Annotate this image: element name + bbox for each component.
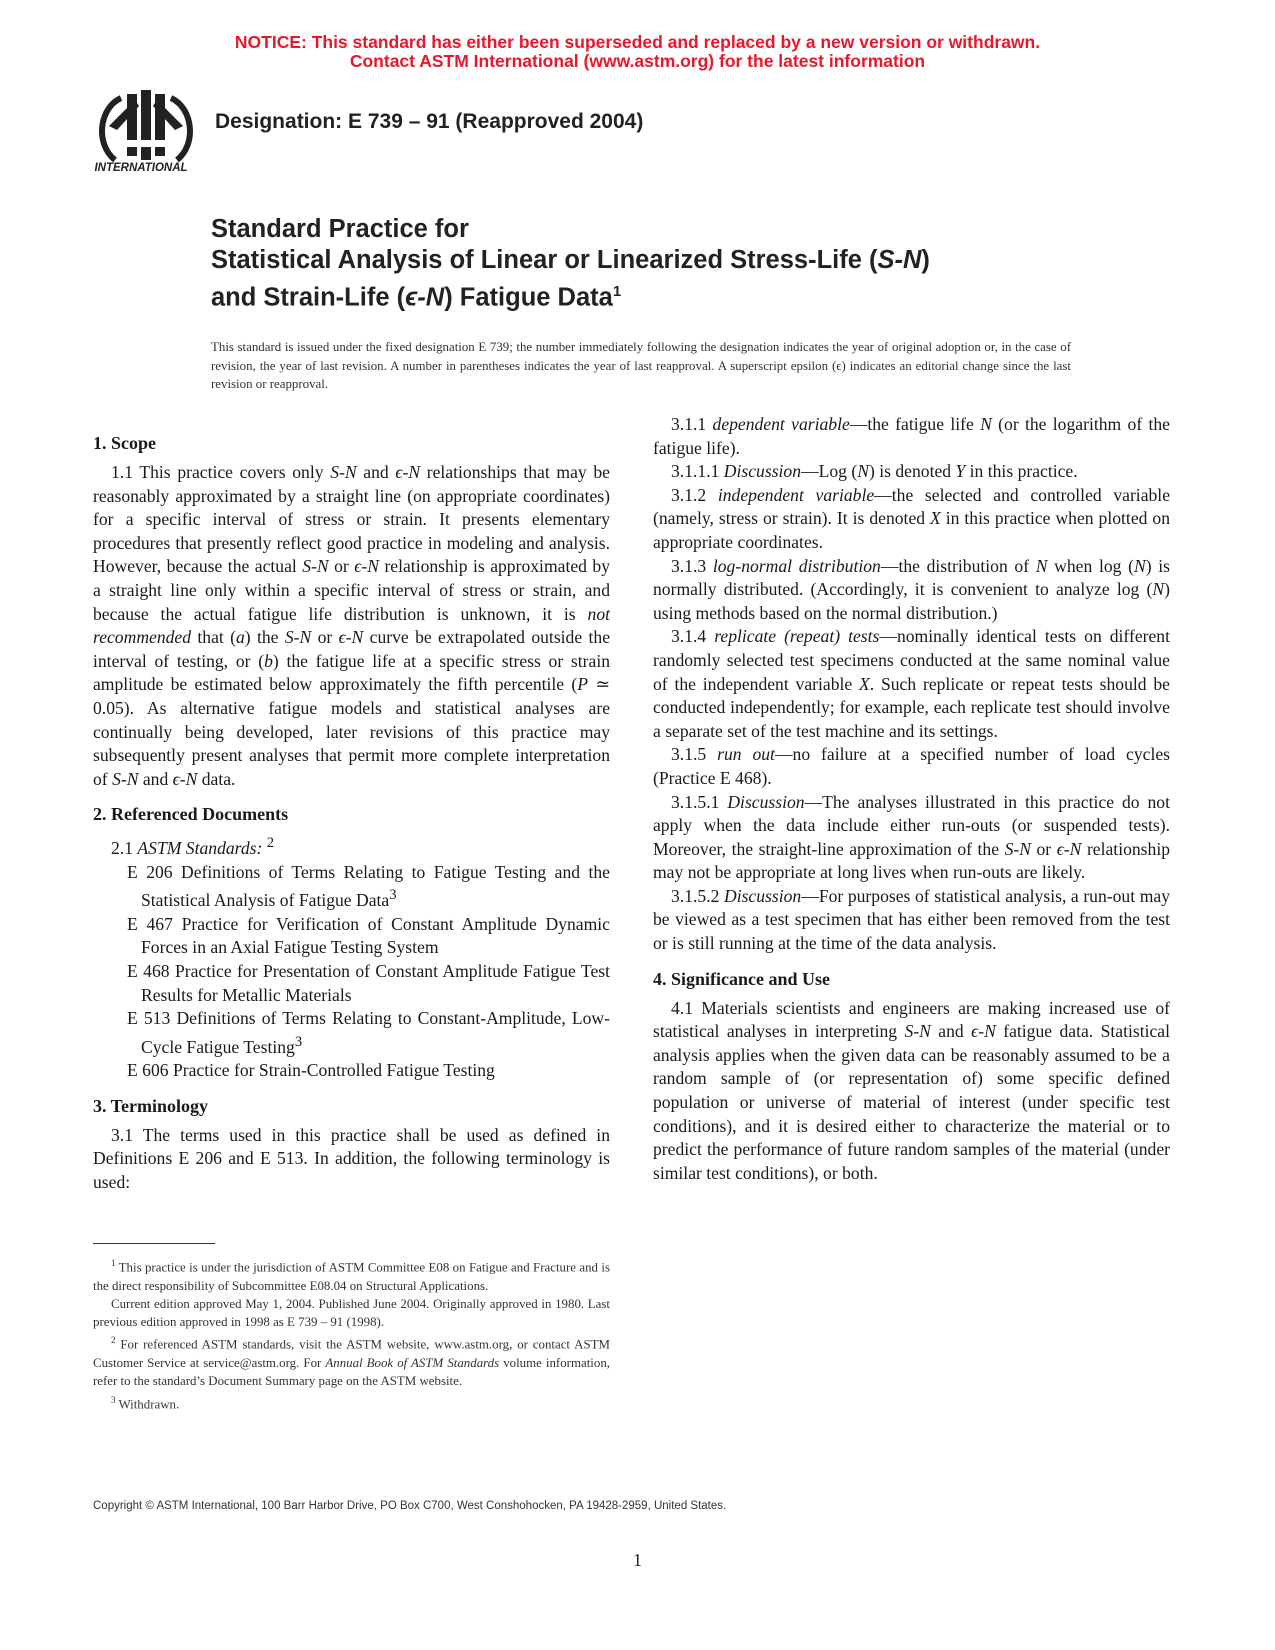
reference-item-e467: E 467 Practice for Verification of Constant Amplitude Dynamic Forces in an Axial Fatigue Testing System xyxy=(127,913,610,958)
term-3-1-5-1: 3.1.5.1 Discussion—The analyses illustrated in this practice do not apply when the data include either run-outs (or suspended tests). Moreover, the straight-line approximation of the S-N or ϵ-N relationship may not be appropriate at long lives when run-outs are likely. xyxy=(653,791,1171,883)
copyright: Copyright © ASTM International, 100 Barr Harbor Drive, PO Box C700, West Conshohocken, PA 19428-2959, United States. xyxy=(93,1500,727,1512)
title-line-1: Standard Practice for xyxy=(211,215,469,243)
reference-item-e513: E 513 Definitions of Terms Relating to Constant-Amplitude, Low-Cycle Fatigue Testing$^3$ xyxy=(127,1008,610,1057)
scope-paragraph-1-1: 1.1 This practice covers only S-N and ϵ-N relationships that may be reasonably approximated by a straight line (on appropriate coordinates) for a specific interval of stress or strain. It presents elementary procedures that presently reflect good practice in modeling and analysis. However, because the actual S-N or ϵ-N relationship is approximated by a straight line only within a specific interval of stress or strain, and because the actual fatigue life distribution is unknown, it is not recommended that (a) the S-N or ϵ-N curve be extrapolated outside the interval of testing, or (b) the fatigue life at a specific stress or strain amplitude be estimated below approximately the fifth percentile (P ≃ 0.05). As alternative fatigue models and statistical analyses are continually being developed, later revisions of this practice may subsequently present analyses that permit more complete interpretation of S-N and ϵ-N data. xyxy=(93,462,611,789)
significance-paragraph-4-1: 4.1 Materials scientists and engineers are making increased use of statistical analyses in interpreting S-N and ϵ-N fatigue data. Statistical analysis applies when the given data can be reasonably assumed to be a random sample of (or representation of) some specific defined population or universe of material of interest (under specific test conditions), and it is desired either to characterize the material or to predict the performance of future random samples of the material (under similar test conditions), or both. xyxy=(653,997,1171,1183)
issued-note: This standard is issued under the fixed designation E 739; the number immediately following the designation indicates the year of original adoption or, in the case of revision, the year of last revision. A number in parentheses indicates the year of last reapproval. A superscript epsilon (ϵ) indicates an editorial change since the last revision or reapproval. xyxy=(211,340,1071,391)
right-column xyxy=(653,413,1170,1185)
left-column xyxy=(93,430,610,1195)
designation: Designation: E 739 – 91 (Reapproved 2004) xyxy=(215,110,644,133)
footnote-2: $^2$ For referenced ASTM standards, visit the ASTM website, www.astm.org, or contact ASTM Customer Service at service@astm.org. For Annual Book of ASTM Standards volume information, refer to the standard’s Document Summary page on the ASTM website. xyxy=(93,1335,610,1389)
notice-line-1: NOTICE: This standard has either been superseded and replaced by a new version or withdrawn. xyxy=(234,32,1041,52)
term-3-1-1: 3.1.1 dependent variable—the fatigue life N (or the logarithm of the fatigue life). xyxy=(653,414,1170,458)
term-3-1-3: 3.1.3 log-normal distribution—the distribution of N when log (N) is normally distributed. (Accordingly, it is convenient to analyze log (N) using methods based on the normal distribution.) xyxy=(653,555,1170,623)
logo-text: INTERNATIONAL xyxy=(94,162,188,174)
footnote-divider xyxy=(93,1243,215,1244)
supersession-notice xyxy=(0,33,1275,71)
term-3-1-1-1: 3.1.1.1 Discussion—Log (N) is denoted Y in this practice. xyxy=(671,461,1078,482)
reference-item-e206: E 206 Definitions of Terms Relating to Fatigue Testing and the Statistical Analysis of Fatigue Data$^3$ xyxy=(127,861,610,911)
astm-standards-subheading: 2.1 ASTM Standards: $^2$ xyxy=(111,835,275,859)
page-number: 1 xyxy=(633,1550,642,1570)
footnotes xyxy=(93,1254,610,1413)
title-line-3: and Strain-Life (ϵ-N) Fatigue Data$^1$ xyxy=(211,283,622,312)
title-line-2: Statistical Analysis of Linear or Linearized Stress-Life (S-N) xyxy=(211,246,930,274)
term-3-1-5: 3.1.5 run out—no failure at a specified number of load cycles (Practice E 468). xyxy=(653,744,1170,788)
footnote-3: $^3$ Withdrawn. xyxy=(111,1394,180,1411)
title-footnote-mark: 1 xyxy=(612,283,622,300)
footnote-1-edition: Current edition approved May 1, 2004. Published June 2004. Originally approved in 1980. Last previous edition approved in 1998 as E 739 – 91 (1998). xyxy=(93,1296,610,1330)
significance-heading: 4. Significance and Use xyxy=(653,968,831,989)
term-3-1-4: 3.1.4 replicate (repeat) tests—nominally identical tests on different randomly selected test specimens conducted at the same nominal value of the independent variable X. Such replicate or repeat tests should be conducted independently; for example, each replicate test should involve a separate set of the test machine and its settings. xyxy=(653,626,1170,741)
document-title xyxy=(211,214,1111,314)
scope-heading: 1. Scope xyxy=(93,433,156,453)
terminology-heading: 3. Terminology xyxy=(93,1095,209,1116)
astm-international-logo xyxy=(91,86,201,186)
terminology-paragraph-3-1: 3.1 The terms used in this practice shall be used as defined in Definitions E 206 and E 513. In addition, the following terminology is used: xyxy=(93,1124,610,1193)
referenced-documents-heading: 2. Referenced Documents xyxy=(93,804,289,825)
notice-line-2: Contact ASTM International (www.astm.org) for the latest information xyxy=(349,51,926,71)
term-3-1-2: 3.1.2 independent variable—the selected and controlled variable (namely, stress or strain). It is denoted X in this practice when plotted on appropriate coordinates. xyxy=(653,484,1171,552)
reference-item-e468: E 468 Practice for Presentation of Constant Amplitude Fatigue Test Results for Metallic Materials xyxy=(127,961,610,1005)
reference-item-e606: E 606 Practice for Strain-Controlled Fatigue Testing xyxy=(127,1060,495,1081)
term-3-1-5-2: 3.1.5.2 Discussion—For purposes of statistical analysis, a run-out may be viewed as a test specimen that has either been removed from the test or is still running at the time of the data analysis. xyxy=(653,885,1170,954)
footnote-1: $^1$ This practice is under the jurisdiction of ASTM Committee E08 on Fatigue and Fracture and is the direct responsibility of Subcommittee E08.04 on Structural Applications. xyxy=(93,1258,610,1293)
